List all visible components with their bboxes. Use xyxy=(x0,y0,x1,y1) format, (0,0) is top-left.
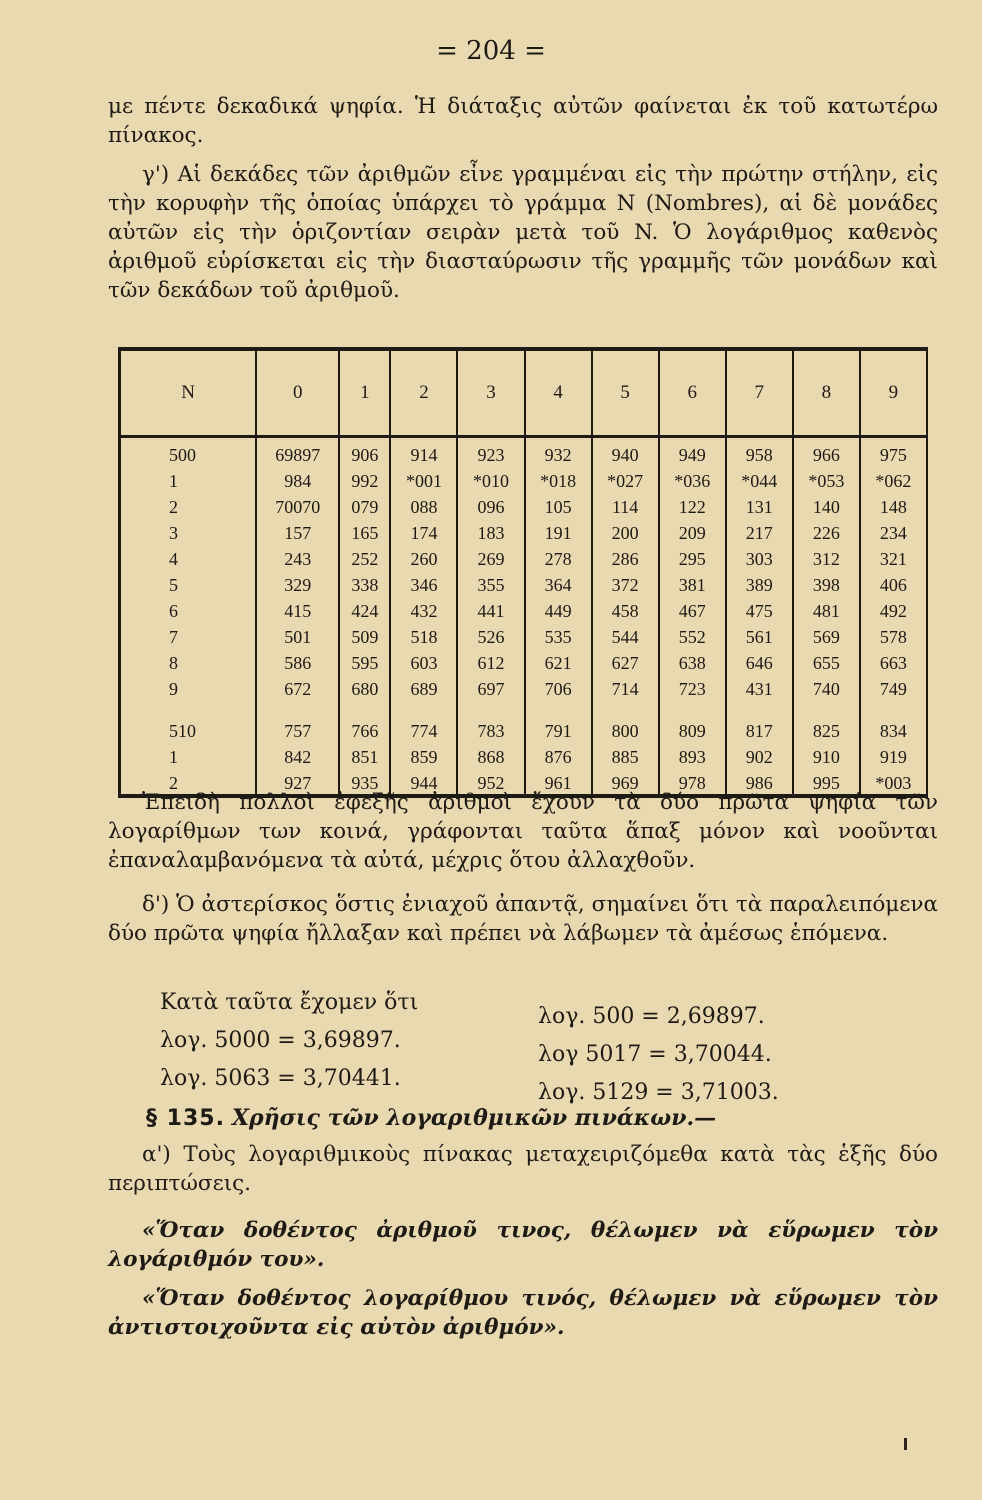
log-value-cell: 544 xyxy=(592,622,659,648)
log-value-cell: 140 xyxy=(793,492,860,518)
log-value-cell: 876 xyxy=(525,742,592,768)
paragraph-delta xyxy=(108,890,938,948)
log-value-cell: 714 xyxy=(592,674,659,700)
log-value-cell: 627 xyxy=(592,648,659,674)
example-line: λογ. 5000 = 3,69897. xyxy=(160,1028,401,1053)
log-value-cell: 783 xyxy=(457,716,524,742)
row-number-cell: 500 xyxy=(120,437,257,467)
log-value-cell: 697 xyxy=(457,674,524,700)
table-row xyxy=(120,742,928,768)
log-value-cell: 526 xyxy=(457,622,524,648)
table-row xyxy=(120,674,928,700)
separator-cell xyxy=(390,700,457,716)
paragraph-text: γ') Αἱ δεκάδες τῶν ἀριθμῶν εἶνε γραμμέναι εἰς τὴν πρώτην στήλην, εἰς τὴν κορυφὴν τῆς ὁποίας ὑπάρχει τὸ γράμμα N (Nombres), αἱ δὲ μονάδες αὐτῶν εἰς τὴν ὁριζοντίαν σειρὰν μετὰ τοῦ N. Ὁ λογάριθμος καθενὸς ἀριθμοῦ εὑρίσκεται εἰς τὴν διασταύρωσιν τῆς γραμμῆς τῶν μονάδων καὶ τῶν δεκάδων τοῦ ἀριθμοῦ. xyxy=(108,162,938,303)
log-value-cell: 944 xyxy=(390,768,457,796)
log-value-cell: 321 xyxy=(860,544,927,570)
row-number-cell: 510 xyxy=(120,716,257,742)
log-value-cell: 492 xyxy=(860,596,927,622)
paragraph-gamma xyxy=(108,160,938,305)
log-value-cell: 932 xyxy=(525,437,592,467)
log-value-cell: 621 xyxy=(525,648,592,674)
log-value-cell: 927 xyxy=(256,768,339,796)
column-header: N xyxy=(120,349,257,437)
table-row xyxy=(120,544,928,570)
page-number: = 204 = xyxy=(436,36,546,66)
log-value-cell: 859 xyxy=(390,742,457,768)
log-value-cell: 935 xyxy=(339,768,390,796)
log-value-cell: 672 xyxy=(256,674,339,700)
column-header: 4 xyxy=(525,349,592,437)
log-value-cell: 986 xyxy=(726,768,793,796)
log-value-cell: 458 xyxy=(592,596,659,622)
log-value-cell: 791 xyxy=(525,716,592,742)
log-value-cell: 200 xyxy=(592,518,659,544)
table-row xyxy=(120,596,928,622)
log-value-cell: 919 xyxy=(860,742,927,768)
log-value-cell: 303 xyxy=(726,544,793,570)
log-value-cell: 834 xyxy=(860,716,927,742)
column-header: 7 xyxy=(726,349,793,437)
log-value-cell: 165 xyxy=(339,518,390,544)
log-value-cell: 646 xyxy=(726,648,793,674)
column-header: 6 xyxy=(659,349,726,437)
paragraph-text: Ἐπειδὴ πολλοὶ ἐφεξῆς ἀριθμοὶ ἔχουν τὰ δύο πρῶτα ψηφία τῶν λογαρίθμων των κοινά, γράφονται ταῦτα ἅπαξ μόνον καὶ νοοῦνται ἐπαναλαμβανόμενα τὰ αὐτά, μέχρις ὅτου ἀλλαχθοῦν. xyxy=(108,790,938,873)
log-value-cell: 975 xyxy=(860,437,927,467)
log-value-cell: 260 xyxy=(390,544,457,570)
log-value-cell: 424 xyxy=(339,596,390,622)
separator-cell xyxy=(726,700,793,716)
section-number: § 135. xyxy=(146,1106,225,1131)
log-value-cell: 217 xyxy=(726,518,793,544)
log-value-cell: 885 xyxy=(592,742,659,768)
log-value-cell: 923 xyxy=(457,437,524,467)
row-number-cell: 7 xyxy=(120,622,257,648)
log-value-cell: 398 xyxy=(793,570,860,596)
log-value-cell: 148 xyxy=(860,492,927,518)
row-number-cell: 1 xyxy=(120,466,257,492)
paragraph-text: δ') Ὁ ἀστερίσκος ὅστις ἐνιαχοῦ ἀπαντᾷ, σημαίνει ὅτι τὰ παραλειπόμενα δύο πρῶτα ψηφία ἤλλαξαν καὶ πρέπει νὰ λάβωμεν τὰ ἀμέσως ἑπόμενα. xyxy=(108,892,938,946)
log-value-cell: 902 xyxy=(726,742,793,768)
log-value-cell: 757 xyxy=(256,716,339,742)
log-value-cell: 295 xyxy=(659,544,726,570)
paragraph-alpha xyxy=(108,1140,938,1198)
log-value-cell: 131 xyxy=(726,492,793,518)
log-value-cell: *062 xyxy=(860,466,927,492)
log-value-cell: 578 xyxy=(860,622,927,648)
log-value-cell: 174 xyxy=(390,518,457,544)
table-row xyxy=(120,466,928,492)
log-value-cell: 969 xyxy=(592,768,659,796)
separator-cell xyxy=(457,700,524,716)
row-number-cell: 8 xyxy=(120,648,257,674)
log-value-cell: 868 xyxy=(457,742,524,768)
log-value-cell: 278 xyxy=(525,544,592,570)
log-value-cell: 774 xyxy=(390,716,457,742)
log-value-cell: 949 xyxy=(659,437,726,467)
log-value-cell: 088 xyxy=(390,492,457,518)
log-value-cell: 389 xyxy=(726,570,793,596)
log-value-cell: 381 xyxy=(659,570,726,596)
separator-cell xyxy=(525,700,592,716)
separator-cell xyxy=(120,700,257,716)
log-value-cell: 481 xyxy=(793,596,860,622)
column-header: 9 xyxy=(860,349,927,437)
log-value-cell: 825 xyxy=(793,716,860,742)
log-value-cell: 449 xyxy=(525,596,592,622)
log-value-cell: 800 xyxy=(592,716,659,742)
table-group-separator xyxy=(120,700,928,716)
log-value-cell: 415 xyxy=(256,596,339,622)
log-value-cell: 638 xyxy=(659,648,726,674)
case-two-quote xyxy=(108,1284,938,1342)
log-value-cell: 312 xyxy=(793,544,860,570)
table-header-row xyxy=(120,349,928,437)
log-value-cell: 079 xyxy=(339,492,390,518)
log-value-cell: *010 xyxy=(457,466,524,492)
example-line: λογ. 5063 = 3,70441. xyxy=(160,1066,401,1091)
row-number-cell: 9 xyxy=(120,674,257,700)
table-row xyxy=(120,648,928,674)
log-value-cell: *036 xyxy=(659,466,726,492)
log-value-cell: 243 xyxy=(256,544,339,570)
paragraph-text: «Ὅταν δοθέντος ἀριθμοῦ τινος, θέλωμεν νὰ εὕρωμεν τὸν λογάριθμόν του». xyxy=(108,1218,938,1272)
table-row xyxy=(120,437,928,467)
log-value-cell: 569 xyxy=(793,622,860,648)
row-number-cell: 2 xyxy=(120,768,257,796)
log-value-cell: 329 xyxy=(256,570,339,596)
log-value-cell: 501 xyxy=(256,622,339,648)
example-line: λογ. 5129 = 3,71003. xyxy=(538,1080,779,1105)
separator-cell xyxy=(256,700,339,716)
log-value-cell: 603 xyxy=(390,648,457,674)
paragraph-text: α') Τοὺς λογαριθμικοὺς πίνακας μεταχειριζόμεθα κατὰ τὰς ἑξῆς δύο περιπτώσεις. xyxy=(108,1142,938,1196)
paragraph-intro xyxy=(108,92,938,150)
log-value-cell: 910 xyxy=(793,742,860,768)
example-line: λογ 5017 = 3,70044. xyxy=(538,1042,772,1067)
example-line: λογ. 500 = 2,69897. xyxy=(538,1004,765,1029)
log-value-cell: 346 xyxy=(390,570,457,596)
log-value-cell: 518 xyxy=(390,622,457,648)
log-value-cell: 441 xyxy=(457,596,524,622)
log-value-cell: 893 xyxy=(659,742,726,768)
separator-cell xyxy=(592,700,659,716)
examples-intro: Κατὰ ταῦτα ἔχομεν ὅτι xyxy=(160,990,419,1015)
log-value-cell: 680 xyxy=(339,674,390,700)
case-one-quote xyxy=(108,1216,938,1274)
separator-cell xyxy=(793,700,860,716)
log-value-cell: 995 xyxy=(793,768,860,796)
log-value-cell: 372 xyxy=(592,570,659,596)
log-value-cell: 70070 xyxy=(256,492,339,518)
log-value-cell: *027 xyxy=(592,466,659,492)
table-row xyxy=(120,716,928,742)
log-value-cell: 706 xyxy=(525,674,592,700)
log-value-cell: 723 xyxy=(659,674,726,700)
column-header: 5 xyxy=(592,349,659,437)
log-value-cell: 851 xyxy=(339,742,390,768)
separator-cell xyxy=(860,700,927,716)
separator-cell xyxy=(339,700,390,716)
print-mark xyxy=(904,1438,907,1450)
log-value-cell: 234 xyxy=(860,518,927,544)
log-value-cell: 978 xyxy=(659,768,726,796)
log-value-cell: 364 xyxy=(525,570,592,596)
log-value-cell: *003 xyxy=(860,768,927,796)
log-value-cell: 749 xyxy=(860,674,927,700)
log-value-cell: 961 xyxy=(525,768,592,796)
log-value-cell: 740 xyxy=(793,674,860,700)
log-value-cell: 122 xyxy=(659,492,726,518)
log-value-cell: 269 xyxy=(457,544,524,570)
column-header: 2 xyxy=(390,349,457,437)
log-value-cell: 586 xyxy=(256,648,339,674)
log-value-cell: 114 xyxy=(592,492,659,518)
log-value-cell: 958 xyxy=(726,437,793,467)
log-value-cell: 467 xyxy=(659,596,726,622)
log-value-cell: 226 xyxy=(793,518,860,544)
log-value-cell: 432 xyxy=(390,596,457,622)
section-heading xyxy=(146,1100,906,1137)
log-value-cell: 552 xyxy=(659,622,726,648)
log-value-cell: 252 xyxy=(339,544,390,570)
row-number-cell: 3 xyxy=(120,518,257,544)
log-value-cell: 992 xyxy=(339,466,390,492)
log-value-cell: *053 xyxy=(793,466,860,492)
row-number-cell: 2 xyxy=(120,492,257,518)
log-value-cell: *001 xyxy=(390,466,457,492)
logarithm-table xyxy=(118,347,928,798)
table-row xyxy=(120,622,928,648)
column-header: 8 xyxy=(793,349,860,437)
table-row xyxy=(120,518,928,544)
log-value-cell: 766 xyxy=(339,716,390,742)
log-value-cell: 906 xyxy=(339,437,390,467)
separator-cell xyxy=(659,700,726,716)
log-value-cell: 561 xyxy=(726,622,793,648)
log-value-cell: 842 xyxy=(256,742,339,768)
log-value-cell: 096 xyxy=(457,492,524,518)
log-value-cell: 509 xyxy=(339,622,390,648)
table-row xyxy=(120,492,928,518)
log-value-cell: 286 xyxy=(592,544,659,570)
log-value-cell: 914 xyxy=(390,437,457,467)
log-value-cell: 655 xyxy=(793,648,860,674)
log-value-cell: 595 xyxy=(339,648,390,674)
log-value-cell: 183 xyxy=(457,518,524,544)
log-value-cell: 689 xyxy=(390,674,457,700)
column-header: 0 xyxy=(256,349,339,437)
row-number-cell: 4 xyxy=(120,544,257,570)
log-value-cell: 612 xyxy=(457,648,524,674)
paragraph-common-digits xyxy=(108,788,938,875)
log-value-cell: 157 xyxy=(256,518,339,544)
log-value-cell: 355 xyxy=(457,570,524,596)
log-value-cell: 952 xyxy=(457,768,524,796)
log-value-cell: 809 xyxy=(659,716,726,742)
examples-left-column xyxy=(160,984,500,1098)
row-number-cell: 1 xyxy=(120,742,257,768)
log-value-cell: 475 xyxy=(726,596,793,622)
column-header: 1 xyxy=(339,349,390,437)
log-value-cell: 940 xyxy=(592,437,659,467)
log-value-cell: 535 xyxy=(525,622,592,648)
column-header: 3 xyxy=(457,349,524,437)
log-value-cell: 966 xyxy=(793,437,860,467)
log-value-cell: 817 xyxy=(726,716,793,742)
row-number-cell: 5 xyxy=(120,570,257,596)
paragraph-text: «Ὅταν δοθέντος λογαρίθμου τινός, θέλωμεν νὰ εὕρωμεν τὸν ἀντιστοιχοῦντα εἰς αὐτὸν ἀριθμόν». xyxy=(108,1286,938,1340)
log-value-cell: 406 xyxy=(860,570,927,596)
log-value-cell: 105 xyxy=(525,492,592,518)
log-value-cell: 209 xyxy=(659,518,726,544)
section-title: Χρῆσις τῶν λογαριθμικῶν πινάκων.— xyxy=(231,1105,717,1131)
examples-right-column xyxy=(538,998,838,1112)
paragraph-text: με πέντε δεκαδικά ψηφία. Ἡ διάταξις αὐτῶν φαίνεται ἐκ τοῦ κατωτέρω πίνακος. xyxy=(108,94,938,148)
log-value-cell: 69897 xyxy=(256,437,339,467)
table-row xyxy=(120,570,928,596)
log-value-cell: *044 xyxy=(726,466,793,492)
log-value-cell: 431 xyxy=(726,674,793,700)
log-value-cell: 338 xyxy=(339,570,390,596)
log-value-cell: 984 xyxy=(256,466,339,492)
log-value-cell: 663 xyxy=(860,648,927,674)
row-number-cell: 6 xyxy=(120,596,257,622)
log-value-cell: *018 xyxy=(525,466,592,492)
log-value-cell: 191 xyxy=(525,518,592,544)
